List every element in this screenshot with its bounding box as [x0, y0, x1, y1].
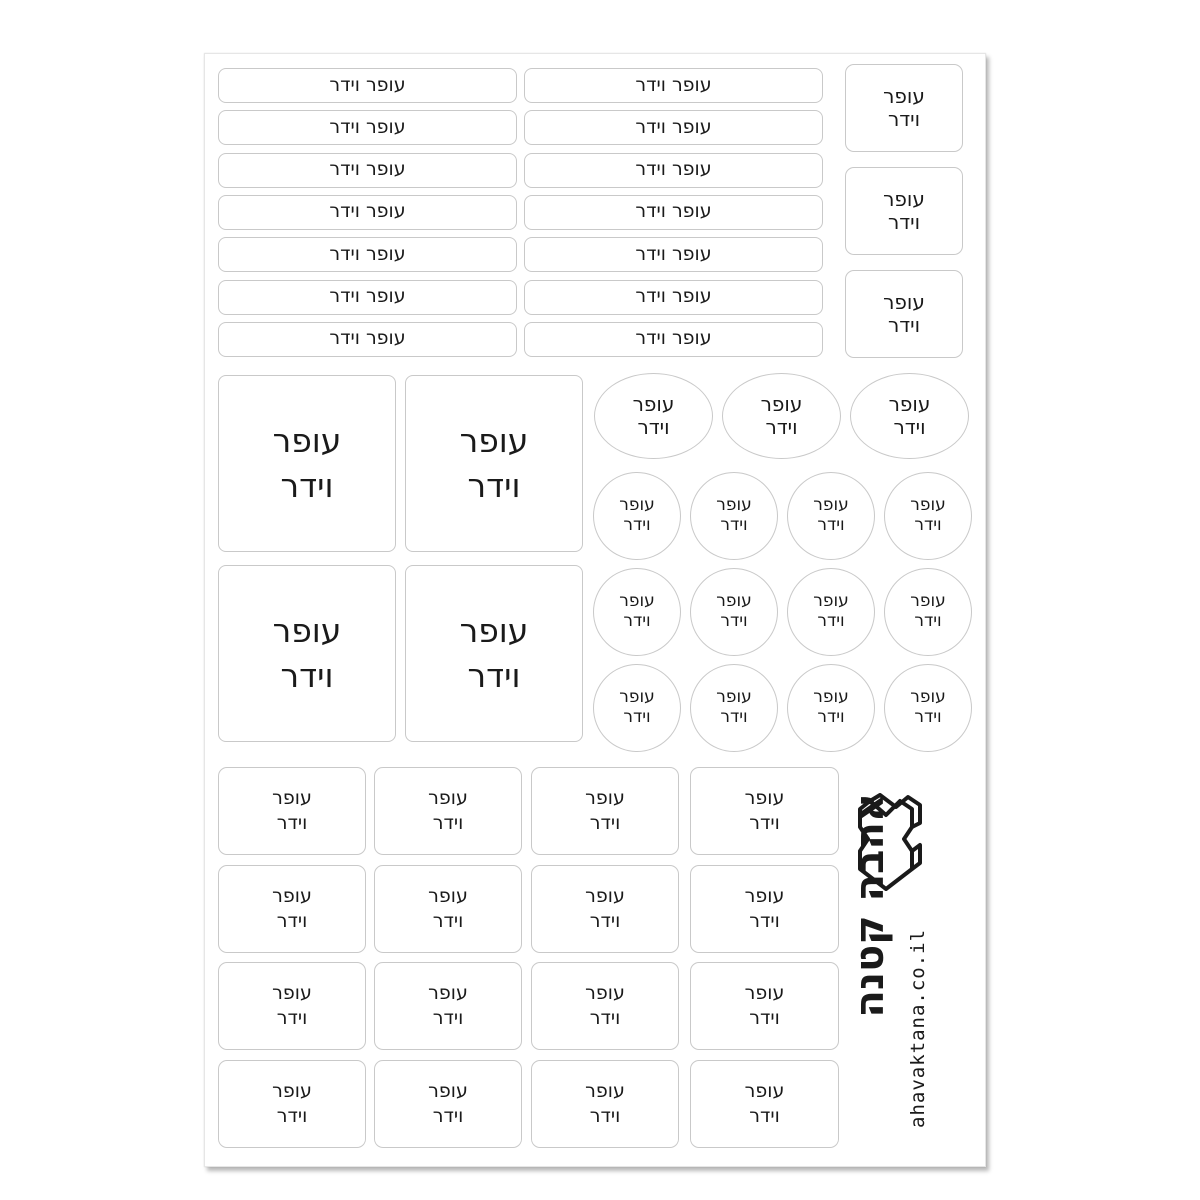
sticker-line-1: עופר — [459, 420, 529, 460]
sticker-line-2: וידר — [635, 285, 666, 308]
large-square-sticker — [405, 375, 583, 552]
sticker-line-2: וידר — [893, 415, 926, 439]
small-square-sticker — [845, 167, 963, 255]
sticker-line-2: וידר — [887, 210, 921, 234]
rectangle-sticker — [218, 865, 366, 953]
sticker-line-2: וידר — [276, 1007, 308, 1029]
sticker-line-1: עופר — [671, 115, 712, 138]
sticker-line-1: עופר — [671, 73, 712, 96]
sticker-line-1: עופר — [910, 591, 946, 612]
sticker-line-2: וידר — [280, 465, 334, 505]
strip-sticker — [218, 68, 517, 103]
sticker-line-2: וידר — [280, 655, 334, 695]
round-sticker — [787, 472, 875, 560]
sticker-line-2: וידר — [914, 707, 942, 727]
sticker-line-2: וידר — [749, 812, 780, 834]
large-square-sticker — [218, 565, 396, 742]
sticker-line-1: עופר — [716, 591, 752, 612]
sticker-line-2: וידר — [329, 285, 360, 308]
sticker-line-2: וידר — [914, 611, 942, 631]
sticker-line-1: עופר — [272, 1080, 312, 1103]
sticker-line-1: עופר — [744, 982, 785, 1005]
oval-sticker — [722, 373, 841, 459]
sticker-line-1: עופר — [272, 420, 342, 460]
rectangle-sticker — [690, 1060, 839, 1148]
rectangle-sticker — [690, 865, 839, 953]
sticker-line-2: וידר — [635, 73, 666, 96]
sticker-line-2: וידר — [329, 200, 360, 223]
sticker-line-2: וידר — [589, 910, 621, 932]
sticker-line-1: עופר — [619, 591, 655, 612]
sticker-line-2: וידר — [589, 1105, 621, 1127]
sticker-line-1: עופר — [883, 187, 925, 211]
sticker-line-1: עופר — [813, 591, 849, 612]
sticker-line-2: וידר — [589, 812, 621, 834]
rectangle-sticker — [374, 962, 522, 1050]
sticker-line-1: עופר — [428, 1080, 468, 1103]
sticker-line-2: וידר — [887, 107, 921, 131]
strip-sticker — [524, 110, 823, 145]
round-sticker — [593, 472, 681, 560]
round-sticker — [593, 568, 681, 656]
sticker-line-2: וידר — [329, 327, 360, 350]
sticker-line-1: עופר — [671, 327, 712, 350]
sticker-line-1: עופר — [365, 242, 406, 265]
round-sticker — [593, 664, 681, 752]
sticker-line-2: וידר — [817, 515, 845, 535]
sticker-line-2: וידר — [765, 415, 798, 439]
sticker-line-2: וידר — [432, 812, 464, 834]
round-sticker — [884, 568, 972, 656]
sticker-line-1: עופר — [272, 982, 312, 1005]
sticker-line-1: עופר — [716, 687, 752, 708]
strip-sticker — [218, 237, 517, 272]
sticker-line-1: עופר — [671, 242, 712, 265]
sticker-line-1: עופר — [428, 787, 468, 810]
rectangle-sticker — [218, 962, 366, 1050]
sticker-line-2: וידר — [623, 515, 651, 535]
strip-sticker — [218, 322, 517, 357]
brand-block — [845, 793, 931, 1138]
small-square-sticker — [845, 64, 963, 152]
brand-name: אהבה קטנה — [847, 793, 893, 1018]
sticker-line-2: וידר — [329, 158, 360, 181]
round-sticker — [690, 568, 778, 656]
sticker-line-2: וידר — [276, 1105, 308, 1127]
rectangle-sticker — [690, 767, 839, 855]
sticker-line-1: עופר — [365, 200, 406, 223]
sticker-line-1: עופר — [365, 73, 406, 96]
sticker-line-2: וידר — [720, 611, 748, 631]
rectangle-sticker — [218, 767, 366, 855]
sticker-line-1: עופר — [585, 982, 625, 1005]
sticker-line-1: עופר — [585, 885, 625, 908]
sticker-line-1: עופר — [883, 84, 925, 108]
large-square-sticker — [218, 375, 396, 552]
sticker-line-1: עופר — [813, 687, 849, 708]
sticker-line-2: וידר — [914, 515, 942, 535]
round-sticker — [690, 664, 778, 752]
sticker-line-1: עופר — [910, 687, 946, 708]
sticker-line-2: וידר — [635, 115, 666, 138]
sticker-line-2: וידר — [623, 707, 651, 727]
sticker-line-1: עופר — [632, 392, 675, 416]
sticker-line-2: וידר — [467, 465, 521, 505]
sticker-line-2: וידר — [749, 910, 780, 932]
sticker-line-1: עופר — [813, 495, 849, 516]
strip-sticker — [524, 322, 823, 357]
sticker-line-2: וידר — [276, 812, 308, 834]
brand-url: ahavaktana.co.il — [907, 928, 929, 1128]
sticker-line-2: וידר — [329, 242, 360, 265]
sticker-line-1: עופר — [365, 327, 406, 350]
sticker-line-1: עופר — [365, 158, 406, 181]
sticker-line-2: וידר — [720, 707, 748, 727]
sticker-line-1: עופר — [910, 495, 946, 516]
sticker-line-1: עופר — [619, 687, 655, 708]
sticker-line-2: וידר — [637, 415, 670, 439]
sticker-line-1: עופר — [272, 885, 312, 908]
round-sticker — [884, 664, 972, 752]
sticker-line-2: וידר — [720, 515, 748, 535]
sticker-line-2: וידר — [432, 1007, 464, 1029]
rectangle-sticker — [374, 1060, 522, 1148]
sticker-line-1: עופר — [671, 158, 712, 181]
sticker-line-1: עופר — [744, 787, 785, 810]
sticker-line-1: עופר — [883, 290, 925, 314]
sticker-line-2: וידר — [635, 242, 666, 265]
sticker-line-1: עופר — [888, 392, 931, 416]
small-square-sticker — [845, 270, 963, 358]
strip-sticker — [524, 195, 823, 230]
sticker-line-2: וידר — [432, 1105, 464, 1127]
round-sticker — [787, 568, 875, 656]
rectangle-sticker — [531, 865, 679, 953]
sticker-line-1: עופר — [585, 787, 625, 810]
sticker-line-2: וידר — [329, 73, 360, 96]
round-sticker — [787, 664, 875, 752]
strip-sticker — [524, 280, 823, 315]
strip-sticker — [218, 280, 517, 315]
rectangle-sticker — [218, 1060, 366, 1148]
sticker-line-2: וידר — [635, 327, 666, 350]
sticker-line-1: עופר — [272, 610, 342, 650]
sticker-line-1: עופר — [716, 495, 752, 516]
sticker-line-2: וידר — [749, 1007, 780, 1029]
sticker-line-1: עופר — [671, 200, 712, 223]
rectangle-sticker — [374, 767, 522, 855]
sticker-line-1: עופר — [619, 495, 655, 516]
strip-sticker — [524, 153, 823, 188]
strip-sticker — [524, 68, 823, 103]
oval-sticker — [594, 373, 713, 459]
sticker-line-2: וידר — [749, 1105, 780, 1127]
sticker-line-2: וידר — [887, 313, 921, 337]
sticker-line-1: עופר — [365, 115, 406, 138]
rectangle-sticker — [690, 962, 839, 1050]
strip-sticker — [218, 110, 517, 145]
sticker-line-2: וידר — [276, 910, 308, 932]
sticker-line-1: עופר — [585, 1080, 625, 1103]
sticker-line-2: וידר — [817, 611, 845, 631]
sticker-line-1: עופר — [671, 285, 712, 308]
sticker-line-2: וידר — [432, 910, 464, 932]
rectangle-sticker — [531, 1060, 679, 1148]
sticker-line-1: עופר — [744, 885, 785, 908]
sticker-line-1: עופר — [428, 885, 468, 908]
oval-sticker — [850, 373, 969, 459]
rectangle-sticker — [374, 865, 522, 953]
sticker-line-2: וידר — [635, 200, 666, 223]
sticker-line-2: וידר — [817, 707, 845, 727]
rectangle-sticker — [531, 962, 679, 1050]
strip-sticker — [218, 153, 517, 188]
rectangle-sticker — [531, 767, 679, 855]
sticker-line-2: וידר — [623, 611, 651, 631]
sticker-line-1: עופר — [272, 787, 312, 810]
large-square-sticker — [405, 565, 583, 742]
sticker-line-1: עופר — [459, 610, 529, 650]
sticker-line-2: וידר — [329, 115, 360, 138]
sticker-line-1: עופר — [365, 285, 406, 308]
sticker-line-1: עופר — [744, 1080, 785, 1103]
sticker-line-2: וידר — [467, 655, 521, 695]
round-sticker — [884, 472, 972, 560]
sticker-line-2: וידר — [589, 1007, 621, 1029]
strip-sticker — [524, 237, 823, 272]
sticker-line-1: עופר — [760, 392, 803, 416]
strip-sticker — [218, 195, 517, 230]
sticker-line-1: עופר — [428, 982, 468, 1005]
round-sticker — [690, 472, 778, 560]
sticker-line-2: וידר — [635, 158, 666, 181]
